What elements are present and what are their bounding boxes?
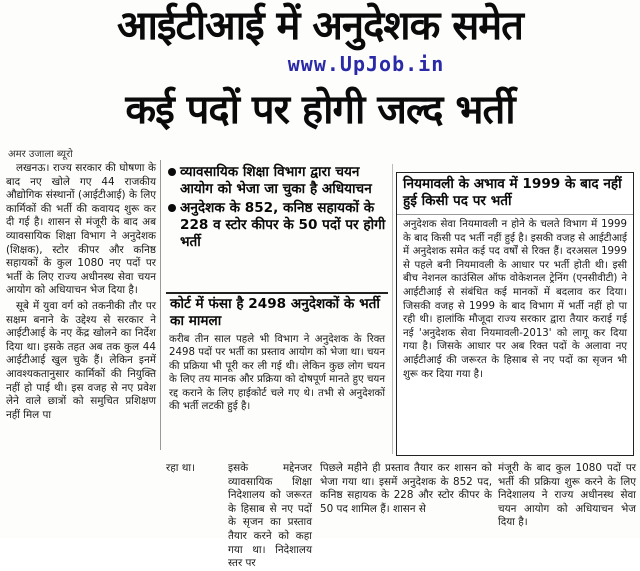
byline: अमर उजाला ब्यूरो xyxy=(8,149,73,160)
watermark: www.UpJob.in xyxy=(287,52,445,76)
court-case-box xyxy=(166,292,388,454)
highlight-item: व्यावसायिक शिक्षा विभाग द्वारा चयन आयोग को भेजा जा चुका है अधियाचन xyxy=(166,164,388,198)
main-story-column xyxy=(6,162,156,534)
column-divider xyxy=(160,160,161,450)
highlights-box xyxy=(166,164,388,286)
continuation-column-3: पिछले महीने ही प्रस्ताव तैयार कर शासन को भेजा गया था। इसमें अनुदेशक के 852 पद, कनिष्ठ सहायक के 228 और स्टोर कीपर के 50 पद शामिल हैं। शासन से xyxy=(320,462,492,515)
court-case-body: करीब तीन साल पहले भी विभाग ने अनुदेशक के रिक्त 2498 पदों पर भर्ती का प्रस्ताव आयोग को भेजा था। चयन की प्रक्रिया भी पूरी कर ली गई थी। लेकिन कुछ लोग चयन के लिए तय मानक और प्रक्रिया को दोषपूर्ण मानते हुए चयन रद्द कराने के लिए हाईकोर्ट चले गए थे। तभी से अनुदेशकों की भर्ती लटकी हुई है। xyxy=(169,334,385,413)
court-case-title: कोर्ट में फंसा है 2498 अनुदेशकों के भर्ती का मामला xyxy=(170,296,380,329)
rules-box-title: नियमावली के अभाव में 1999 के बाद नहीं हुई किसी पद पर भर्ती xyxy=(397,173,633,215)
headline-line-2: कई पदों पर होगी जल्द भर्ती xyxy=(125,87,515,133)
continuation-column-1: रहा था। xyxy=(166,462,196,474)
rules-box xyxy=(396,172,634,456)
column-divider xyxy=(392,164,393,454)
continuation-column-4: मंजूरी के बाद कुल 1080 पदों पर भर्ती की प्रक्रिया शुरू करने के लिए निदेशालय ने राज्य अधीनस्थ सेवा चयन आयोग को अधियाचन भेज दिया है। xyxy=(498,462,636,529)
main-story-paragraph-2: सूबे में युवा वर्ग को तकनीकी तौर पर सक्षम बनाने के उद्देश्य से सरकार ने आईटीआई के नए केंद्र खोलने का निर्देश दिया था। इसके तहत अब तक कुल 44 आईटीआई खुल चुके हैं। लेकिन इनमें आवश्यकतानुसार कार्मिकों की नियुक्ति नहीं हो पाई थी। इस वजह से नए प्रवेश लेने वाले छात्रों को समुचित प्रशिक्षण नहीं मिल पा xyxy=(6,299,156,421)
highlight-item: अनुदेशक के 852, कनिष्ठ सहायकों के 228 व स्टोर कीपर के 50 पदों पर होगी भर्ती xyxy=(166,200,388,251)
main-story-paragraph-1: लखनऊ। राज्य सरकार की घोषणा के बाद नए खोले गए 44 राजकीय औद्योगिक संस्थानों (आईटीआई) के लिए कार्मिकों की भर्ती की कवायद शुरू कर दी गई है। शासन से मंजूरी के बाद अब व्यावसायिक शिक्षा विभाग ने अनुदेशक (शिक्षक), स्टोर कीपर और कनिष्ठ सहायकों के कुल 1080 नए पदों पर भर्ती के लिए राज्य अधीनस्थ सेवा चयन आयोग को अधियाचन भेज दिया है। xyxy=(6,162,156,297)
rules-box-body: अनुदेशक सेवा नियमावली न होने के चलते विभाग में 1999 के बाद किसी पद भर्ती नहीं हुई है। इसकी वजह से आईटीआई में अनुदेशक समेत कई पद वर्षों से रिक्त हैं। दरअसल 1999 से पहले बनी नियमावली के आधार पर भर्ती होती थी। इसी बीच नेशनल काउंसिल ऑफ वोकेशनल ट्रेनिंग (एनसीवीटी) ने आईटीआई से संबंधित कई मानकों में बदलाव कर दिया। जिसकी वजह से 1999 के बाद विभाग में भर्ती नहीं हो पा रही थी। हालांकि मौजूदा राज्य सरकार द्वारा तैयार कराई गई नई 'अनुदेशक सेवा नियमावली-2013' को लागू कर दिया गया है। जिसके आधार पर अब रिक्त पदों के अलावा नए आईटीआई की जरूरत के हिसाब से नए पदों का सृजन भी शुरू कर दिया गया है। xyxy=(403,219,627,380)
headline-line-1: आईटीआई में अनुदेशक समेत xyxy=(117,3,523,49)
continuation-column-2: इसके मद्देनजर व्यावसायिक शिक्षा निदेशालय को जरूरत के हिसाब से नए पदों के सृजन का प्रस्ताव तैयार करने को कहा गया था। निदेशालय स्तर पर xyxy=(228,462,312,570)
